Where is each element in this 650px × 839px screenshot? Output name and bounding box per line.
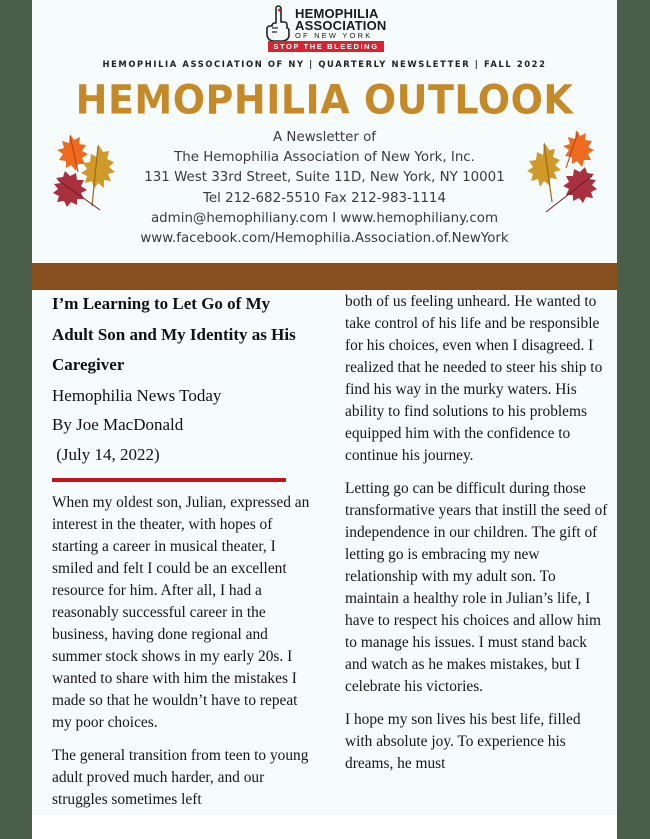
header-divider-band — [32, 263, 617, 290]
article-date: (July 14, 2022) — [52, 444, 160, 464]
article-title-line: I’m Learning to Let Go of My — [52, 294, 271, 313]
contact-info — [32, 128, 617, 249]
article-paragraph: Letting go can be difficult during those transformative years that instill the seed of independence in our children. The gift of letting go is embracing my new relationship with my adult son. To maintain a healthy role in Julian’s life, I have to respect his choices and allow him to manage his issues. I must stand back and watch as he makes mistakes, but I celebrate his victories. — [345, 480, 608, 695]
article-column-left — [52, 290, 312, 822]
newsletter-kicker: HEMOPHILIA ASSOCIATION OF NY | QUARTERLY NEWSLETTER | FALL 2022 — [102, 59, 547, 69]
article-column-right — [345, 290, 610, 786]
logo-line-3: OF NEW YORK — [295, 31, 373, 40]
newsletter-header — [32, 0, 617, 263]
facebook-link[interactable]: www.facebook.com/Hemophilia.Association.of.NewYork — [140, 231, 509, 247]
article-source: Hemophilia News Today — [52, 385, 222, 405]
article-title — [52, 289, 312, 381]
article-byline: By Joe MacDonald — [52, 415, 184, 434]
raised-finger-hand-icon — [264, 4, 294, 42]
logo-line-2: ASSOCIATION — [295, 18, 387, 33]
masthead-title: HEMOPHILIA OUTLOOK — [75, 76, 574, 124]
article-paragraph: When my oldest son, Julian, expressed an interest in the theater, with hopes of starting a career in musical theater, I smiled and felt I could be an excellent resource for him. After all, I had a reasonably successful career in the business, having done regional and summer stock shows in my early 20s. I wanted to share with him the mistakes I made so that he wouldn’t have to repeat my poor choices. — [52, 494, 310, 731]
article-paragraph: I hope my son lives his best life, filled with absolute joy. To experience his dreams, he must — [345, 711, 581, 772]
article-title-line: Adult Son and My Identity as His — [52, 324, 296, 344]
phone-fax-line: Tel 212-682-5510 Fax 212-983-1114 — [203, 190, 446, 206]
red-divider-rule — [52, 478, 286, 482]
logo-tagline: STOP THE BLEEDING — [268, 41, 384, 52]
logo-line-1: HEMOPHILIA — [295, 6, 379, 21]
info-line: The Hemophilia Association of New York, Inc. — [174, 150, 475, 166]
article-paragraph: both of us feeling unheard. He wanted to take control of his life and be responsible for his choices, even when I disagreed. I realized that he needed to steer his ship to find his way in the murky waters. His ability to find solutions to his problems equipped him with the confidence to continue his journey. — [345, 293, 603, 464]
article-paragraph: The general transition from teen to young adult proved much harder, and our struggles sometimes left — [52, 747, 309, 808]
newsletter-page — [32, 0, 617, 839]
article-title-line: Caregiver — [52, 355, 125, 374]
association-logo — [264, 4, 388, 52]
address-line: 131 West 33rd Street, Suite 11D, New York, NY 10001 — [144, 170, 505, 186]
info-line: A Newsletter of — [273, 130, 376, 145]
email-web-line[interactable]: admin@hemophiliany.com I www.hemophiliany.com — [150, 210, 499, 226]
